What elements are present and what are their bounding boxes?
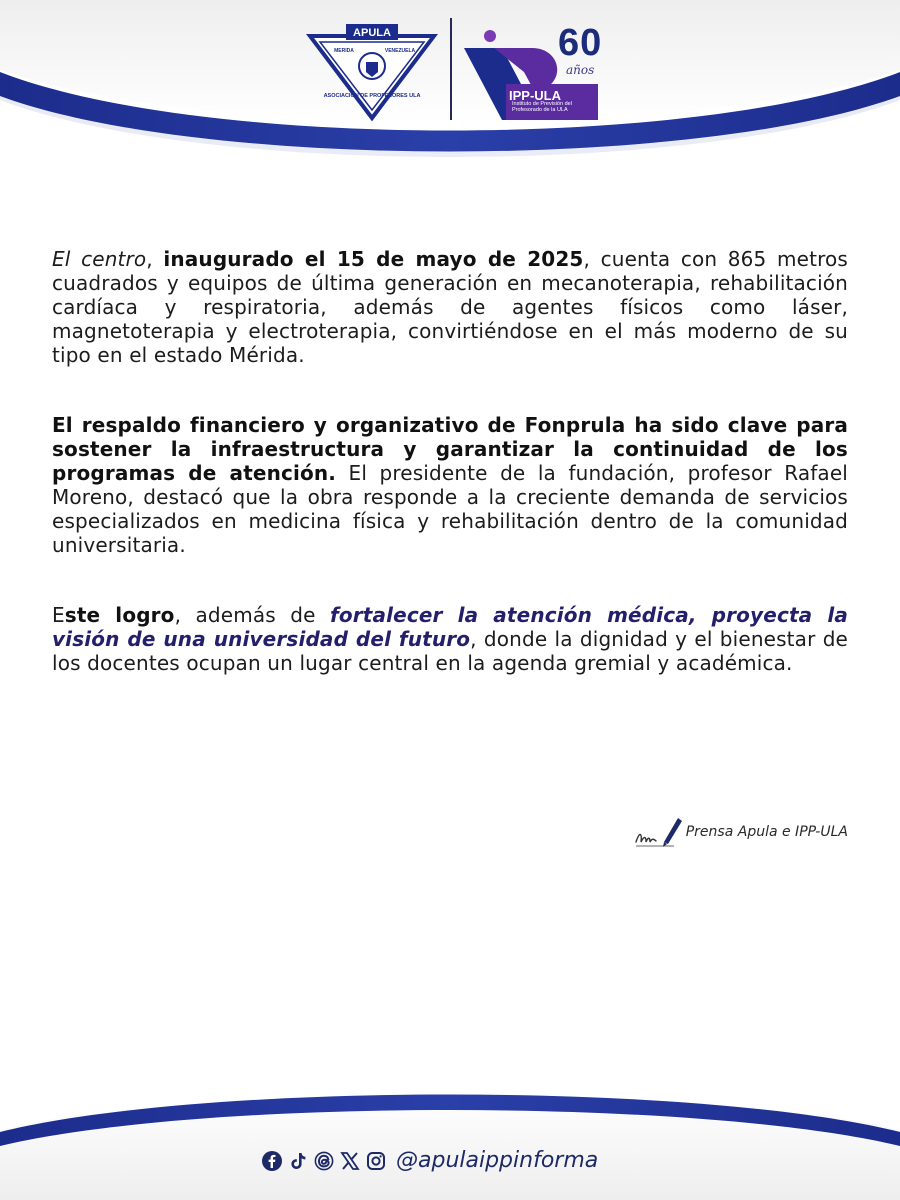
- anniversary-number: 60: [558, 22, 603, 64]
- p1-comma: ,: [146, 247, 164, 271]
- signature-text: Prensa Apula e IPP-ULA: [685, 824, 848, 840]
- footer-banner: [0, 1090, 900, 1200]
- p1-rest: , cuenta con 865 metros cuadrados y equipos de última generación en mecanoterapia, rehabilitación cardíaca y respiratoria, además de agentes físicos como láser, magnetoterapia y electroterapia, convirtiéndose en el más moderno de su tipo en el estado Mérida.: [52, 247, 849, 367]
- facebook-icon[interactable]: [262, 1151, 282, 1171]
- paragraph-1: [52, 247, 848, 367]
- social-bar: [262, 1148, 598, 1173]
- anniversary-word: años: [566, 63, 595, 77]
- ipp-ula-subtitle: Instituto de Previsión del Profesorado de la ULA: [512, 101, 572, 113]
- social-handle[interactable]: @apulaippinforma: [396, 1148, 599, 1173]
- p3-rest: , donde la dignidad y el bienestar de los docentes ocupan un lugar central en la agenda gremial y académica.: [52, 627, 848, 675]
- apula-logo-title: APULA: [353, 27, 391, 39]
- paragraph-2: [52, 413, 848, 557]
- apula-logo-bottom: ASOCIACIÓN DE PROFESORES ULA: [323, 93, 421, 99]
- p2-rest: El presidente de la fundación, profesor Rafael Moreno, destacó que la obra responde a la creciente demanda de servicios especializados en medicina física y rehabilitación dentro de la comunidad universitaria.: [52, 461, 848, 557]
- article-body: [52, 247, 848, 721]
- footer-wave-decoration: [0, 1090, 900, 1200]
- apula-logo: [306, 22, 438, 122]
- threads-icon[interactable]: [314, 1151, 334, 1171]
- logo-divider: [450, 18, 452, 120]
- p3-bold-lead: ste logro: [64, 603, 175, 627]
- p1-bold-date: inaugurado el 15 de mayo de 2025: [163, 247, 584, 271]
- press-signature: [634, 812, 848, 852]
- p3-emphasis: fortalecer la atención médica, proyecta la visión de una universidad del futuro: [52, 603, 848, 651]
- x-icon[interactable]: [340, 1151, 360, 1171]
- p2-bold-lead: El respaldo financiero y organizativo de Fonprula ha sido clave para sostener la infraestructura y garantizar la continuidad de los programas de atención.: [52, 413, 848, 485]
- p3-first-letter: E: [52, 603, 65, 627]
- apula-logo-right: VENEZUELA: [384, 48, 416, 54]
- p3-middle: , además de: [174, 603, 330, 627]
- ipp-ula-name: IPP-ULA: [509, 88, 561, 103]
- instagram-icon[interactable]: [366, 1151, 386, 1171]
- paragraph-3: [52, 603, 848, 675]
- header-banner: [0, 0, 900, 180]
- p1-italic-lead: El centro: [52, 247, 147, 271]
- signature-pen-icon: [634, 812, 684, 852]
- apula-logo-left: MERIDA: [334, 48, 354, 54]
- tiktok-icon[interactable]: [288, 1151, 308, 1171]
